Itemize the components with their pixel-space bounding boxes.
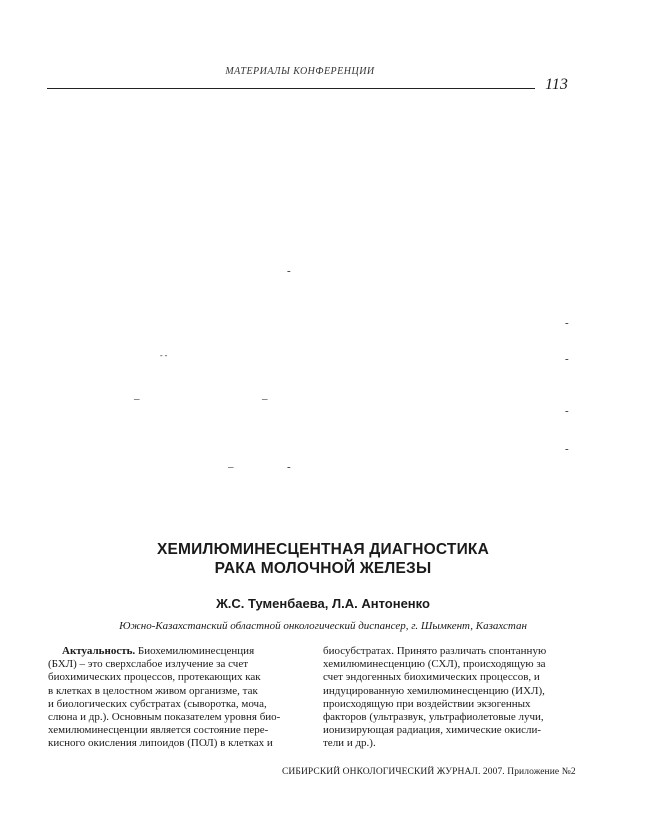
text-line: и биологических субстратах (сыворотка, моча, — [48, 697, 267, 710]
stray-mark: - — [565, 405, 569, 417]
section-lead: Актуальность. — [62, 645, 136, 657]
text-line: слюна и др.). Основным показателем уровня био- — [48, 711, 281, 724]
text-line — [48, 645, 292, 658]
stray-mark: - — [565, 317, 569, 329]
stray-mark: – — [262, 393, 268, 405]
header-rule — [47, 88, 535, 89]
title-line: РАКА МОЛОЧНОЙ ЖЕЛЕЗЫ — [214, 560, 432, 577]
article-title — [0, 540, 646, 578]
stray-mark: – — [228, 461, 234, 473]
stray-mark: - — [565, 443, 569, 455]
text-line: хемилюминесценции является состояние пере- — [48, 724, 269, 737]
running-title: МАТЕРИАЛЫ КОНФЕРЕНЦИИ — [225, 66, 375, 77]
stray-mark: - — [565, 353, 569, 365]
text-line: кисного окисления липоидов (ПОЛ) в клетках и — [48, 737, 273, 750]
text-line: ионизирующая радиация, химические окисли- — [323, 724, 542, 737]
right-column — [323, 645, 567, 751]
text-line: в клетках в целостном живом организме, так — [48, 684, 258, 697]
stray-mark: - - — [160, 351, 168, 360]
journal-footer: СИБИРСКИЙ ОНКОЛОГИЧЕСКИЙ ЖУРНАЛ. 2007. Приложение №2 — [282, 767, 576, 777]
text-line: происходящую при воздействии экзогенных — [323, 697, 531, 710]
text-line: тели и др.). — [323, 737, 376, 750]
text-line: индуцированную хемилюминесценцию (ИХЛ), — [323, 684, 545, 697]
title-line: ХЕМИЛЮМИНЕСЦЕНТНАЯ ДИАГНОСТИКА — [156, 541, 489, 558]
article-authors: Ж.С. Туменбаева, Л.А. Антоненко — [216, 596, 430, 611]
article-affiliation: Южно-Казахстанский областной онкологический диспансер, г. Шымкент, Казахстан — [119, 620, 527, 632]
text-line: хемилюминесценцию (СХЛ), происходящую за — [323, 658, 546, 671]
text-line: биосубстратах. Принято различать спонтанную — [323, 645, 547, 657]
stray-mark: - — [287, 265, 291, 277]
text-line: факторов (ультразвук, ультрафиолетовые лучи, — [323, 711, 544, 724]
text-line: (БХЛ) – это сверхслабое излучение за счет — [48, 658, 249, 671]
text-line: счет эндогенных биохимических процессов, и — [323, 671, 540, 684]
text-line: биохимических процессов, протекающих как — [48, 671, 261, 684]
page-number: 113 — [545, 76, 568, 93]
stray-mark: - — [287, 461, 291, 473]
left-column — [48, 645, 292, 751]
text-fragment: Биохемилюминесценция — [137, 645, 255, 657]
stray-mark: – — [134, 393, 140, 405]
